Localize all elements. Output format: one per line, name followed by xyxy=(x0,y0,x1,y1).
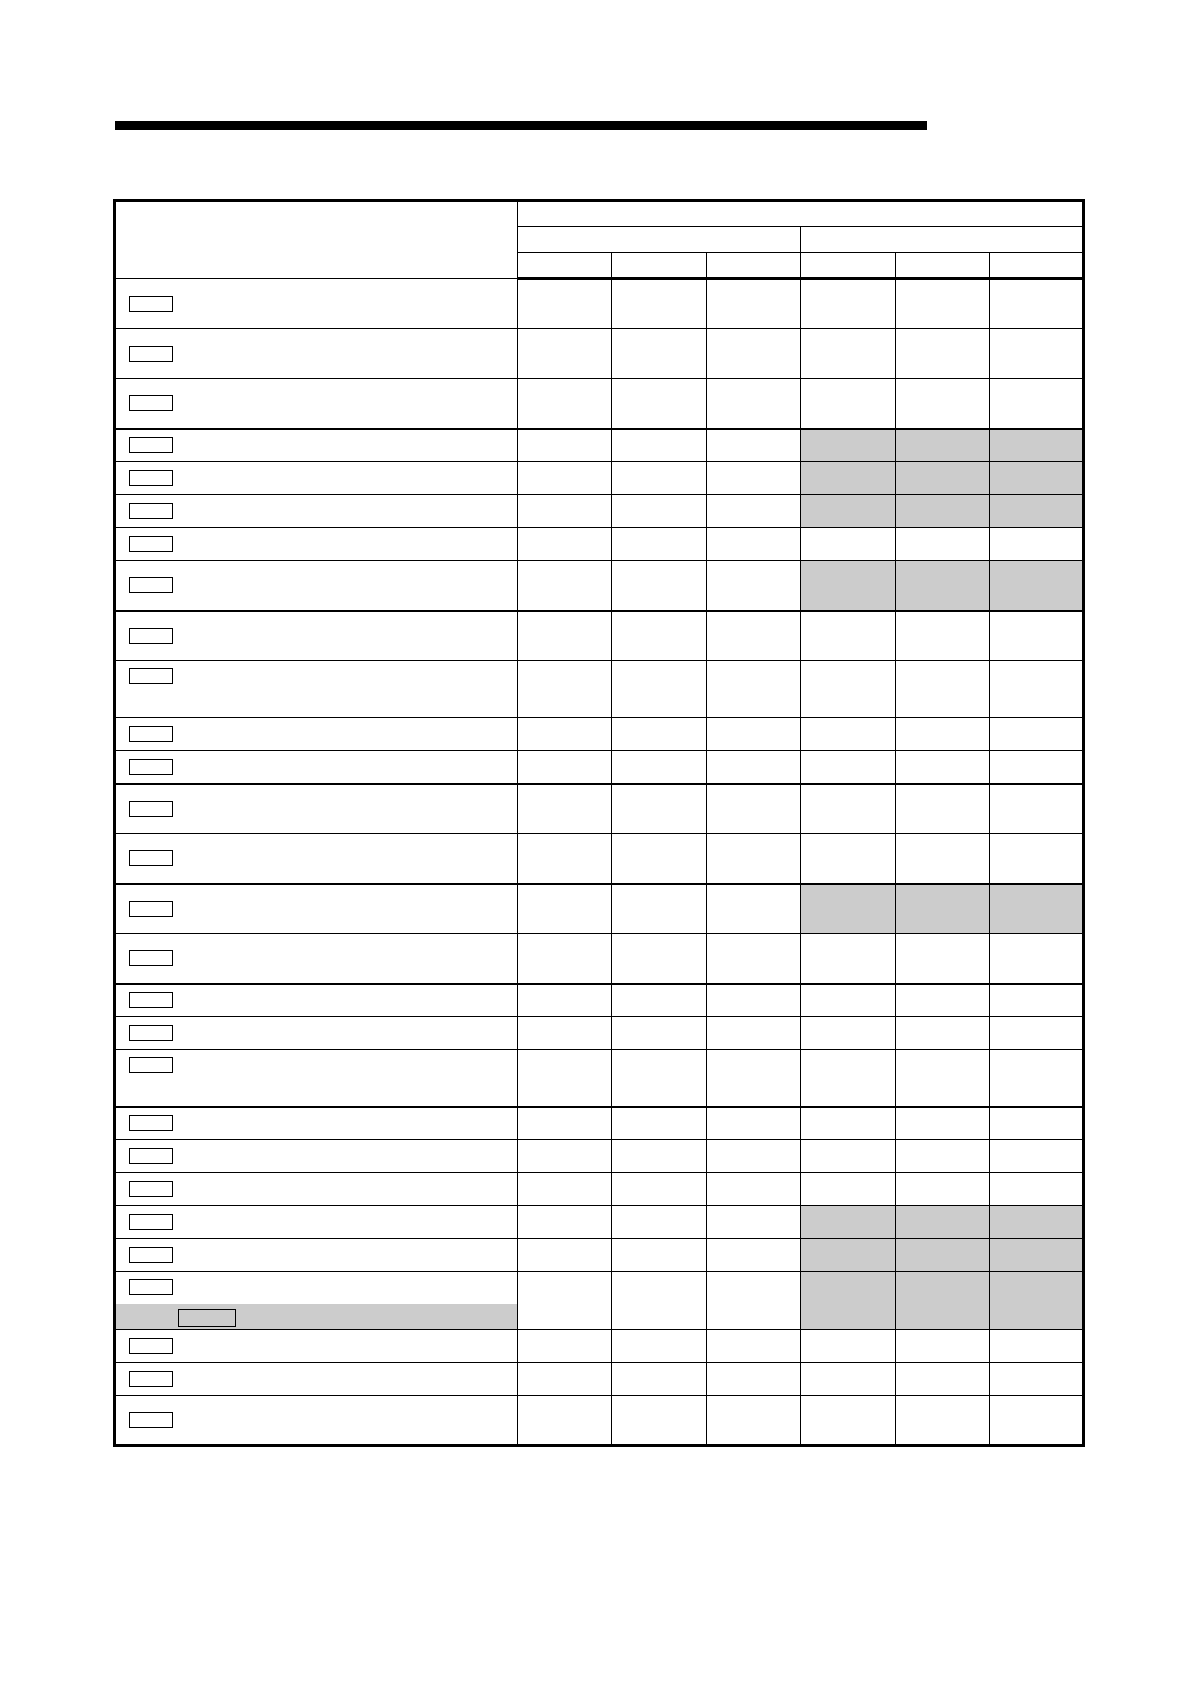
row-label-cell xyxy=(115,1206,518,1239)
row-label-cell xyxy=(115,1050,518,1107)
header-col-4 xyxy=(801,253,896,279)
row-label-cell xyxy=(115,329,518,379)
table-row xyxy=(115,329,1084,379)
table-row xyxy=(115,1363,1084,1396)
header-col-6 xyxy=(990,253,1084,279)
sub-item-tag-box xyxy=(178,1309,236,1327)
item-tag-box xyxy=(129,346,173,362)
table-row xyxy=(115,611,1084,661)
row-label-cell xyxy=(115,462,518,495)
row-label-cell xyxy=(115,751,518,784)
row-label-cell xyxy=(115,611,518,661)
table-row xyxy=(115,1272,1084,1330)
item-tag-box xyxy=(129,437,173,453)
item-tag-box xyxy=(129,395,173,411)
row-label-cell xyxy=(115,561,518,611)
row-label-cell xyxy=(115,984,518,1017)
header-col-1 xyxy=(518,253,612,279)
item-tag-box xyxy=(129,628,173,644)
item-tag-box xyxy=(129,536,173,552)
row-label-cell xyxy=(115,1330,518,1363)
table-row xyxy=(115,751,1084,784)
header-top-cell xyxy=(518,201,1084,227)
table-row xyxy=(115,1239,1084,1272)
item-tag-box xyxy=(129,503,173,519)
item-tag-box xyxy=(129,801,173,817)
row-label-cell xyxy=(115,279,518,329)
item-tag-box xyxy=(129,470,173,486)
row-label-cell xyxy=(115,718,518,751)
table-row xyxy=(115,784,1084,834)
header-group-a xyxy=(518,227,801,253)
table-row xyxy=(115,834,1084,884)
row-label-cell xyxy=(115,379,518,429)
table-row xyxy=(115,1140,1084,1173)
item-tag-box xyxy=(129,1025,173,1041)
row-label-cell xyxy=(115,834,518,884)
item-tag-box xyxy=(129,1148,173,1164)
row-label-cell xyxy=(115,1173,518,1206)
table-row xyxy=(115,1173,1084,1206)
row-label-cell xyxy=(115,1017,518,1050)
item-tag-box xyxy=(129,1412,173,1428)
table-row xyxy=(115,934,1084,984)
table-row xyxy=(115,379,1084,429)
table-row xyxy=(115,462,1084,495)
header-col-3 xyxy=(707,253,801,279)
item-tag-box xyxy=(129,950,173,966)
header-corner-cell xyxy=(115,201,518,279)
item-tag-box xyxy=(129,668,173,684)
row-label-cell xyxy=(115,1140,518,1173)
table-row xyxy=(115,1050,1084,1107)
row-label-cell xyxy=(115,784,518,834)
row-label-cell xyxy=(115,661,518,718)
table-row xyxy=(115,279,1084,329)
item-tag-box xyxy=(129,850,173,866)
header-col-5 xyxy=(896,253,990,279)
row-label-cell xyxy=(115,1107,518,1140)
row-label-cell xyxy=(115,1363,518,1396)
table-row xyxy=(115,495,1084,528)
table-row xyxy=(115,429,1084,462)
row-label-cell xyxy=(115,1396,518,1446)
item-tag-box xyxy=(129,992,173,1008)
item-tag-box xyxy=(129,1247,173,1263)
item-tag-box xyxy=(129,1181,173,1197)
table-row xyxy=(115,884,1084,934)
row-label-cell xyxy=(115,934,518,984)
header-group-b xyxy=(801,227,1084,253)
row-label-cell xyxy=(115,1239,518,1272)
item-tag-box xyxy=(129,1214,173,1230)
row-label-cell xyxy=(115,429,518,462)
table-row xyxy=(115,1330,1084,1363)
item-tag-box xyxy=(129,726,173,742)
item-tag-box xyxy=(129,577,173,593)
table-row xyxy=(115,1396,1084,1446)
table-row xyxy=(115,661,1084,718)
item-tag-box xyxy=(129,1279,173,1295)
header-col-2 xyxy=(612,253,707,279)
table-row xyxy=(115,1107,1084,1140)
table-row xyxy=(115,1017,1084,1050)
item-tag-box xyxy=(129,1115,173,1131)
item-tag-box xyxy=(129,1057,173,1073)
section-title-bar xyxy=(115,121,927,130)
item-tag-box xyxy=(129,1371,173,1387)
table-row xyxy=(115,1206,1084,1239)
row-label-cell xyxy=(115,528,518,561)
table-row xyxy=(115,528,1084,561)
table-row xyxy=(115,561,1084,611)
item-tag-box xyxy=(129,759,173,775)
table-row xyxy=(115,984,1084,1017)
item-tag-box xyxy=(129,901,173,917)
specification-table xyxy=(113,199,1085,1447)
item-tag-box xyxy=(129,296,173,312)
table-row xyxy=(115,718,1084,751)
row-label-cell xyxy=(115,884,518,934)
row-label-cell xyxy=(115,1272,518,1330)
shaded-sub-row xyxy=(116,1304,517,1329)
item-tag-box xyxy=(129,1338,173,1354)
row-label-cell xyxy=(115,495,518,528)
